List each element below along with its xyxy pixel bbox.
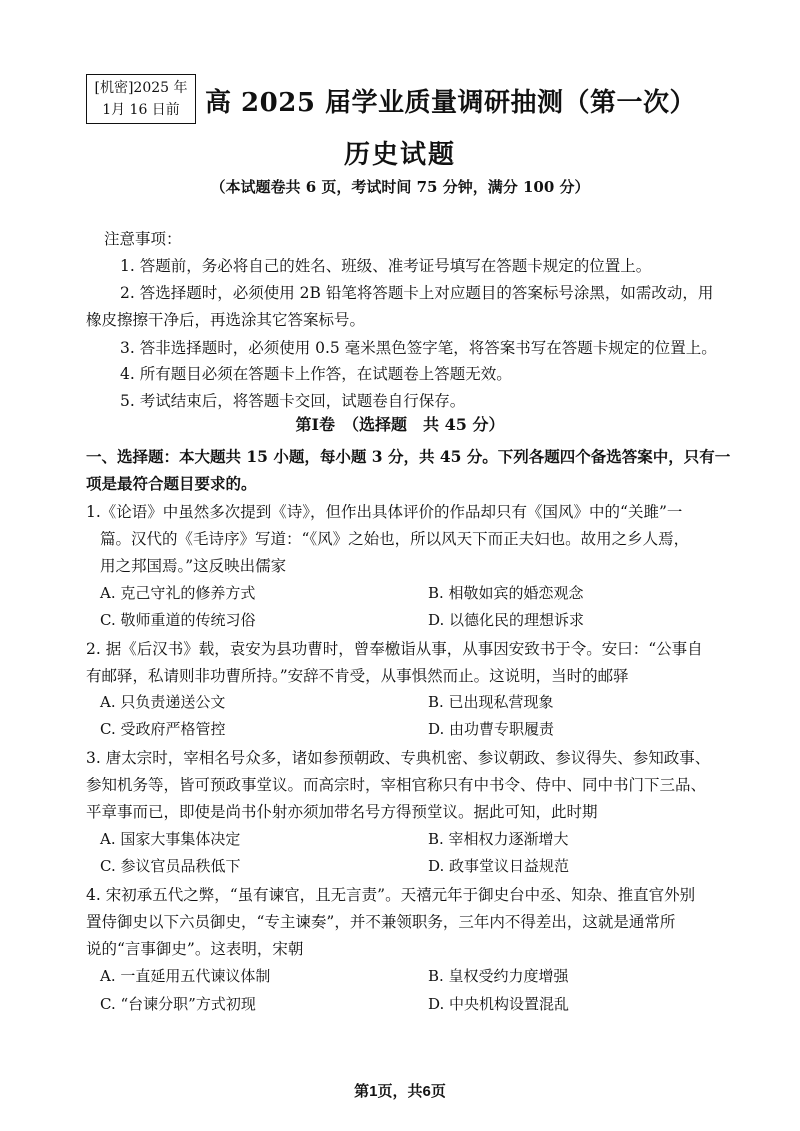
question-2-text: 2. 据《后汉书》载，袁安为县功曹时，曾奉檄诣从事，从事因安致书于令。安曰：“公事自 <box>86 640 703 658</box>
notice-line: 1. 答题前，务必将自己的姓名、班级、准考证号填写在答题卡规定的位置上。 <box>120 257 652 275</box>
question-3-text: 平章事而已，即使是尚书仆射亦须加带名号方得预堂议。据此可知，此时期 <box>86 803 598 821</box>
question-4-text: 4. 宋初承五代之弊，“虽有谏官，且无言责”。天禧元年于御史台中丞、知杂、推直官外别 <box>86 886 696 904</box>
question-4-option-c: C. “台谏分职”方式初现 <box>100 995 256 1013</box>
part-instruction: 项是最符合题目要求的。 <box>86 474 257 493</box>
exam-subtitle: 历史试题 <box>343 140 456 170</box>
question-3-option-a: A. 国家大事集体决定 <box>100 830 241 848</box>
question-4-option-a: A. 一直延用五代谏议体制 <box>100 967 271 985</box>
question-4-option-d: D. 中央机构设置混乱 <box>428 995 570 1013</box>
notice-line: 3. 答非选择题时，必须使用 0.5 毫米黑色签字笔，将答案书写在答题卡规定的位置上。 <box>120 339 717 357</box>
question-1-option-c: C. 敬师重道的传统习俗 <box>100 611 256 629</box>
question-4-option-b: B. 皇权受约力度增强 <box>428 967 569 985</box>
exam-title: 高 2025 届学业质量调研抽测（第一次） <box>205 88 696 118</box>
notice-line: 4. 所有题目必须在答题卡上作答，在试题卷上答题无效。 <box>120 365 512 383</box>
confidential-stamp <box>86 74 196 124</box>
question-3-option-d: D. 政事堂议日益规范 <box>428 857 570 875</box>
question-3-text: 3. 唐太宗时，宰相名号众多，诸如参预朝政、专典机密、参议朝政、参议得失、参知政事、 <box>86 749 711 767</box>
question-3-option-c: C. 参议官员品秩低下 <box>100 857 241 875</box>
page-number: 第1页，共6页 <box>354 1083 446 1100</box>
question-4-text: 置侍御史以下六员御史，“专主谏奏”，并不兼领职务，三年内不得差出，这就是通常所 <box>86 913 676 931</box>
question-1-text: 用之邦国焉。”这反映出儒家 <box>100 557 287 575</box>
notice-heading: 注意事项： <box>104 230 182 248</box>
notice-line: 橡皮擦擦干净后，再选涂其它答案标号。 <box>86 311 366 329</box>
question-1-option-a: A. 克己守礼的修养方式 <box>100 584 256 602</box>
question-2-option-a: A. 只负责递送公文 <box>100 693 226 711</box>
question-1-option-b: B. 相敬如宾的婚恋观念 <box>428 584 584 602</box>
notice-line: 5. 考试结束后，将答题卡交回，试题卷自行保存。 <box>120 392 466 410</box>
question-1-text: 篇。汉代的《毛诗序》写道：“《风》之始也，所以风天下而正夫妇也。故用之乡人焉， <box>100 530 690 548</box>
question-1-option-d: D. 以德化民的理想诉求 <box>428 611 585 629</box>
question-2-option-b: B. 已出现私营现象 <box>428 693 554 711</box>
question-2-option-d: D. 由功曹专职履责 <box>428 720 555 738</box>
confidential-line-1: [机密]2025 年 <box>94 80 188 96</box>
question-2-text: 有邮驿，私请则非功曹所持。”安辞不肯受，从事惧然而止。这说明，当时的邮驿 <box>86 667 629 685</box>
question-3-text: 参知机务等，皆可预政事堂议。而高宗时，宰相官称只有中书令、侍中、同中书门下三品、 <box>86 776 707 794</box>
part-instruction: 一、选择题：本大题共 15 小题，每小题 3 分，共 45 分。下列各题四个备选答案中，只有一 <box>86 447 731 466</box>
question-1-text: 1.《论语》中虽然多次提到《诗》，但作出具体评价的作品却只有《国风》中的“关雎”一 <box>86 503 683 521</box>
question-4-text: 说的“言事御史”。这表明，宋朝 <box>86 940 304 958</box>
notice-line: 2. 答选择题时，必须使用 2B 铅笔将答题卡上对应题目的答案标号涂黑，如需改动，用 <box>120 284 714 302</box>
question-3-option-b: B. 宰相权力逐渐增大 <box>428 830 569 848</box>
question-2-option-c: C. 受政府严格管控 <box>100 720 226 738</box>
confidential-line-2: 1月 16 日前 <box>102 102 180 118</box>
exam-info: （本试题卷共 6 页，考试时间 75 分钟，满分 100 分） <box>210 178 590 196</box>
section-heading: 第Ⅰ卷 （选择题 共 45 分） <box>295 415 505 434</box>
